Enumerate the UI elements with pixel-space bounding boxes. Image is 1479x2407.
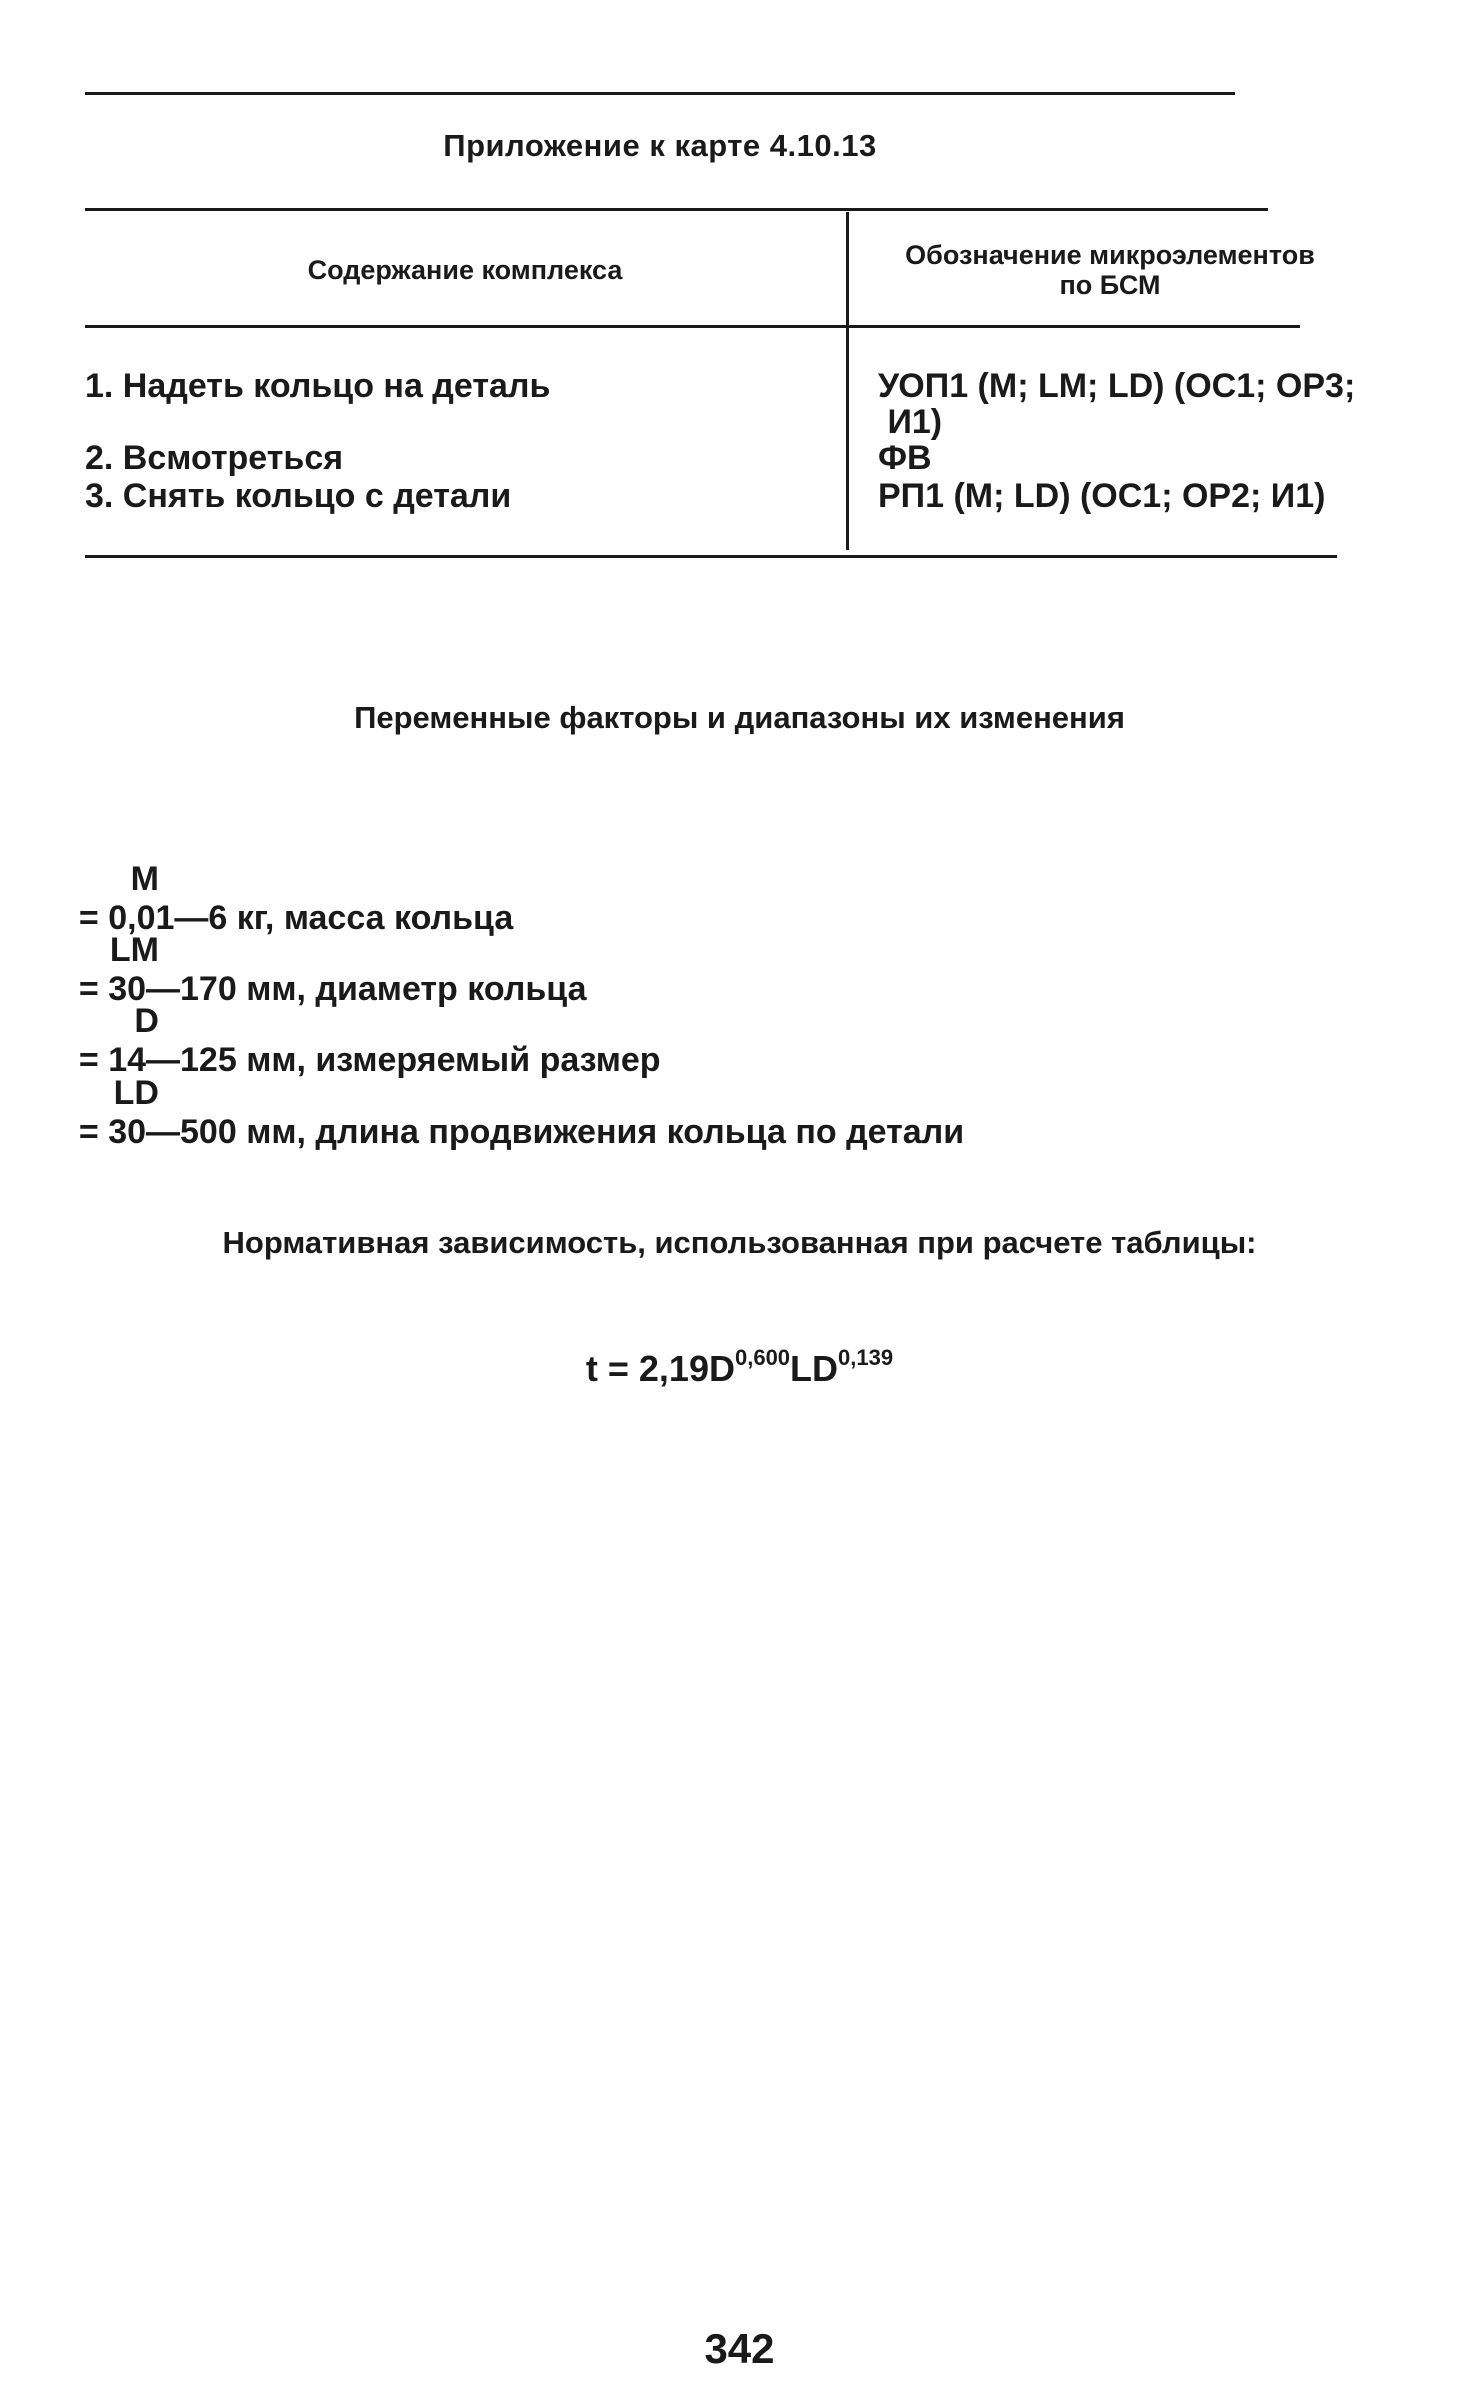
variable-ld — [60, 1035, 964, 1152]
table-row-3-content: 3. Снять кольцо с детали — [85, 477, 512, 515]
dependency-title: Нормативная зависимость, использованная при расчете таблицы: — [222, 1225, 1257, 1260]
appendix-title: Приложение к карте 4.10.13 — [443, 128, 877, 163]
table-row-1-content: 1. Надеть кольцо на деталь — [85, 367, 551, 405]
header-designation — [850, 240, 1370, 300]
variable-ld-symbol: LD — [113, 1074, 159, 1112]
table-row-3-designation: РП1 (M; LD) (OC1; OP2; И1) — [878, 477, 1326, 515]
formula-mid: LD — [790, 1348, 839, 1389]
header-designation-line1: Обозначение микроэлементов — [905, 240, 1315, 270]
variable-lm-text: = 30—170 мм, диаметр кольца — [78, 970, 587, 1008]
table-header-rule — [85, 325, 1300, 328]
table-row-2-content: 2. Всмотреться — [85, 439, 344, 477]
variables-title: Переменные факторы и диапазоны их изменения — [354, 700, 1125, 735]
variable-m-symbol: M — [130, 860, 159, 898]
table-row-2-designation: ФВ — [878, 439, 932, 477]
variable-m-text: = 0,01—6 кг, масса кольца — [78, 899, 514, 937]
variable-d-symbol: D — [134, 1002, 159, 1040]
page-number: 342 — [704, 2325, 775, 2372]
table-bottom-rule — [85, 555, 1337, 558]
variable-d-text: = 14—125 мм, измеряемый размер — [78, 1041, 661, 1079]
table-row-1-designation: УОП1 (M; LM; LD) (OC1; OP3; И1) — [878, 367, 1356, 441]
formula-lhs: t = 2,19D — [585, 1348, 735, 1389]
formula — [0, 1345, 1479, 1390]
variable-lm-symbol: LM — [109, 931, 159, 969]
top-rule — [85, 92, 1235, 95]
formula-exponent-ld: 0,139 — [838, 1345, 894, 1370]
table-column-divider — [846, 212, 849, 550]
variable-ld-text: = 30—500 мм, длина продвижения кольца по детали — [78, 1113, 965, 1151]
header-designation-line2: по БСМ — [1059, 270, 1161, 300]
formula-exponent-d: 0,600 — [734, 1345, 791, 1370]
header-content: Содержание комплекса — [307, 255, 623, 285]
table-top-rule — [85, 208, 1268, 211]
